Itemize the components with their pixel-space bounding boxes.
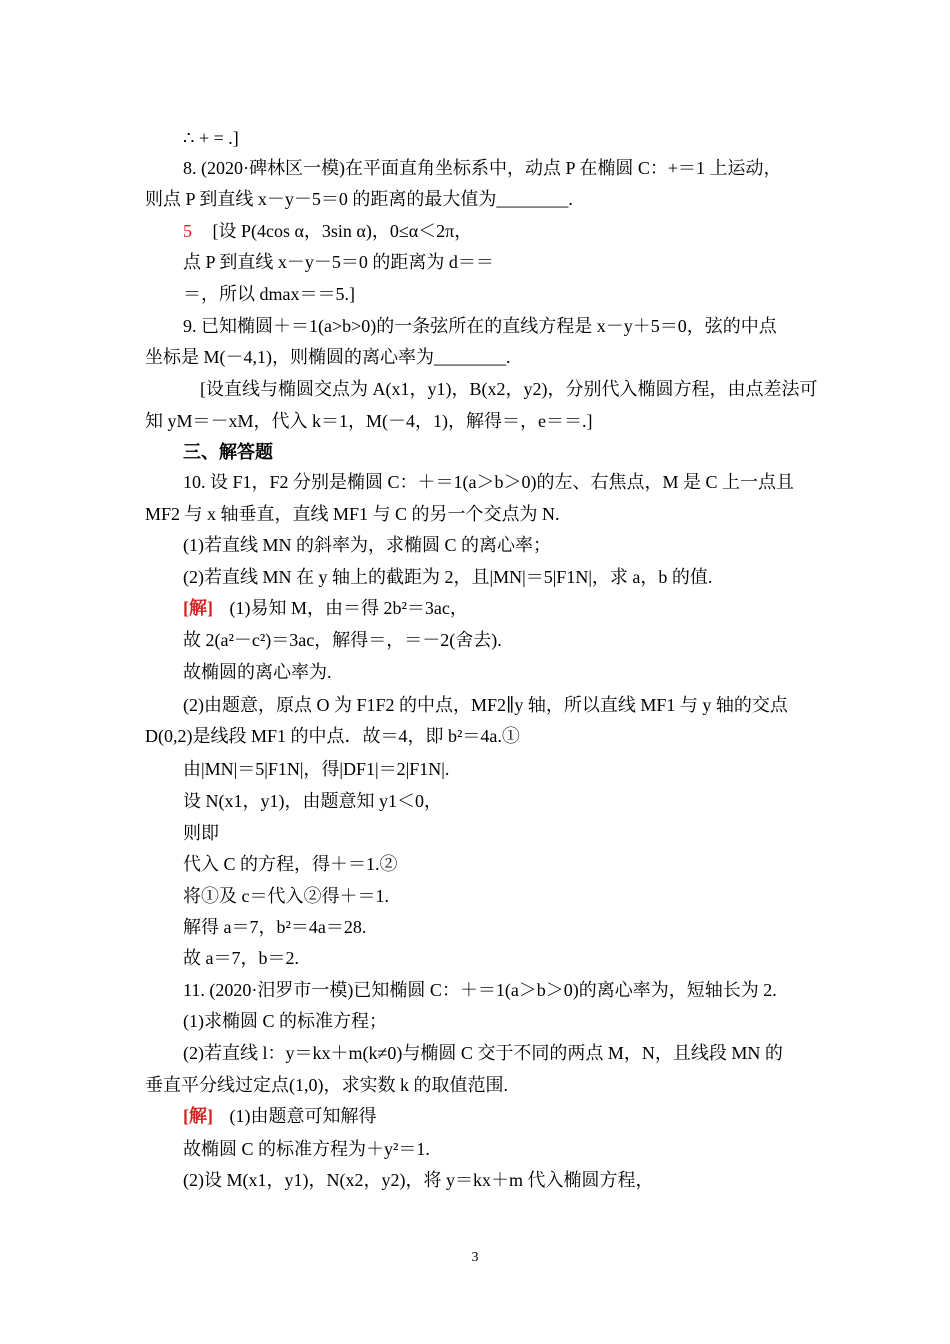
text-line: 将①及 c＝代入②得＋＝1. [183,886,389,906]
solution-row [183,1104,848,1128]
section-heading: 三、解答题 [183,442,273,462]
text-line: 则即 [183,823,219,843]
text-line: ＝，所以 dmax＝＝5.] [183,284,355,304]
text-line: 由|MN|＝5|F1N|，得|DF1|＝2|F1N|. [183,759,450,779]
text-line: D(0,2)是线段 MF1 的中点．故＝4，即 b²＝4a.① [145,726,520,746]
text-line: (1)求椭圆 C 的标准方程； [183,1011,387,1031]
question-11: 11. (2020·汨罗市一模)已知椭圆 C：＋＝1(a＞b＞0)的离心率为，短轴长为 2. [183,980,777,1000]
text-line: 设 N(x1，y1)，由题意知 y1＜0， [183,791,442,811]
text-line: (2)若直线 MN 在 y 轴上的截距为 2，且|MN|＝5|F1N|，求 a，b 的值. [183,567,713,587]
text-line: 故椭圆 C 的标准方程为＋y²＝1. [183,1139,430,1159]
text-line: 故 2(a²－c²)＝3ac，解得＝，＝－2(舍去). [183,630,502,650]
text-line: 则点 P 到直线 x－y－5＝0 的距离的最大值为________. [145,189,573,209]
text-line: ∴ + = .] [183,128,239,148]
text-line: 点 P 到直线 x－y－5＝0 的距离为 d＝＝ [183,252,494,272]
solution-label: [解] [183,598,213,618]
text-line: 代入 C 的方程，得＋＝1.② [183,854,398,874]
text-line: (2)若直线 l：y＝kx＋m(k≠0)与椭圆 C 交于不同的两点 M，N，且线段 MN 的 [183,1043,783,1063]
text-line: (1)若直线 MN 的斜率为，求椭圆 C 的离心率； [183,535,551,555]
solution-text: (1)由题意可知解得 [229,1106,377,1126]
text-line: (2)设 M(x1，y1)，N(x2，y2)，将 y＝kx＋m 代入椭圆方程， [183,1170,654,1190]
text-line: 垂直平分线过定点(1,0)，求实数 k 的取值范围. [145,1075,508,1095]
answer-value: 5 [183,221,192,241]
text-line: 坐标是 M(－4,1)，则椭圆的离心率为________. [145,347,511,367]
question-8: 8. (2020·碑林区一模)在平面直角坐标系中，动点 P 在椭圆 C：+＝1 上运动， [183,158,782,178]
solution-text: [设 P(4cos α，3sin α)，0≤α＜2π， [212,221,473,241]
solution-text: (1)易知 M，由＝得 2b²＝3ac， [229,598,468,618]
question-9: 9. 已知椭圆＋＝1(a>b>0)的一条弦所在的直线方程是 x－y＋5＝0，弦的中点 [183,316,777,336]
answer-row [183,219,848,243]
page-number: 3 [471,1250,479,1265]
text-line: 解得 a＝7，b²＝4a＝28. [183,917,367,937]
solution-text: [设直线与椭圆交点为 A(x1，y1)，B(x2，y2)，分别代入椭圆方程，由点差法可 [200,379,818,399]
question-10: 10. 设 F1，F2 分别是椭圆 C：＋＝1(a＞b＞0)的左、右焦点，M 是 C 上一点且 [183,472,795,492]
solution-label: [解] [183,1106,213,1126]
text-line: (2)由题意，原点 O 为 F1F2 的中点，MF2∥y 轴，所以直线 MF1 与 y 轴的交点 [183,695,788,715]
text-line: 故 a＝7，b＝2. [183,948,299,968]
solution-row [183,596,848,620]
text-line: MF2 与 x 轴垂直，直线 MF1 与 C 的另一个交点为 N. [145,504,560,524]
text-line: 知 yM＝－xM，代入 k＝1，M(－4，1)，解得＝，e＝＝.] [145,411,593,431]
text-line: 故椭圆的离心率为. [183,662,332,682]
